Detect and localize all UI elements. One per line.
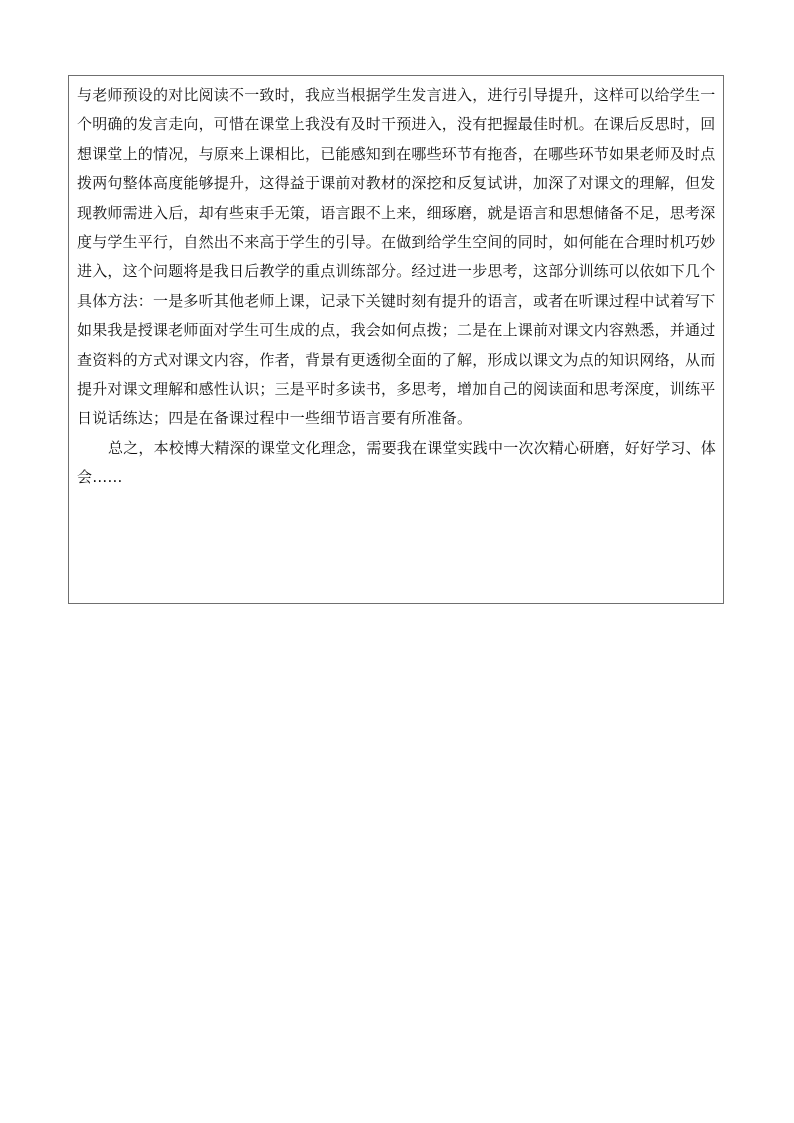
reflection-table-cell bbox=[68, 75, 724, 604]
conclusion-paragraph: 总之，本校博大精深的课堂文化理念，需要我在课堂实践中一次次精心研磨，好好学习、体会…… bbox=[77, 438, 717, 487]
reflection-text-block bbox=[77, 81, 717, 493]
reflection-paragraph: 与老师预设的对比阅读不一致时，我应当根据学生发言进入，进行引导提升，这样可以给学生一个明确的发言走向，可惜在课堂上我没有及时干预进入，没有把握最佳时机。在课后反思时，回想课堂上的情况，与原来上课相比，已能感知到在哪些环节有拖沓，在哪些环节如果老师及时点拨两句整体高度能够提升，这得益于课前对教材的深挖和反复试讲，加深了对课文的理解，但发现教师需进入后，却有些束手无策，语言跟不上来，细琢磨，就是语言和思想储备不足，思考深度与学生平行，自然出不来高于学生的引导。在做到给学生空间的同时，如何能在合理时机巧妙进入，这个问题将是我日后教学的重点训练部分。经过进一步思考，这部分训练可以依如下几个具体方法：一是多听其他老师上课，记录下关键时刻有提升的语言，或者在听课过程中试着写下如果我是授课老师面对学生可生成的点，我会如何点拨；二是在上课前对课文内容熟悉，并通过查资料的方式对课文内容，作者，背景有更透彻全面的了解，形成以课文为点的知识网络，从而提升对课文理解和感性认识；三是平时多读书，多思考，增加自己的阅读面和思考深度，训练平日说话练达；四是在备课过程中一些细节语言要有所准备。 bbox=[77, 86, 716, 428]
